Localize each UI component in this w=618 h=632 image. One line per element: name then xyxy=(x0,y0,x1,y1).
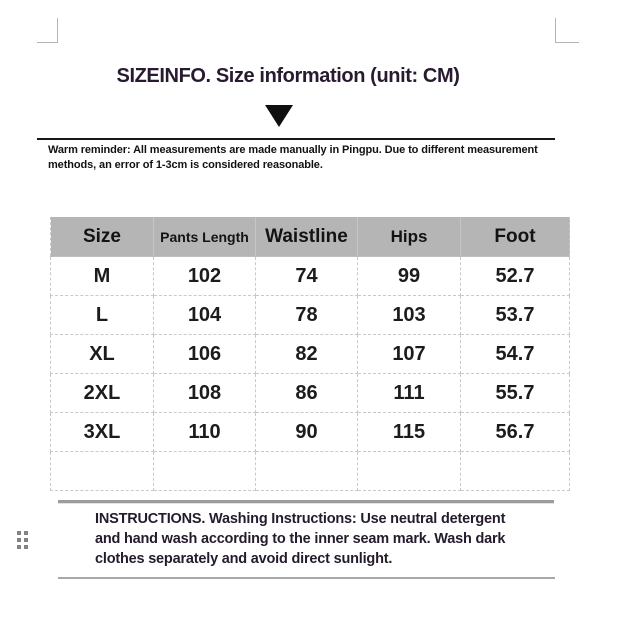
handle-dot xyxy=(17,531,21,535)
washing-instructions xyxy=(95,509,505,569)
column-header-waistline: Waistline xyxy=(256,217,358,257)
cell-hips: 103 xyxy=(358,296,461,335)
instructions-line-1: INSTRUCTIONS. Washing Instructions: Use neutral detergent xyxy=(95,511,506,527)
cell-foot: 52.7 xyxy=(461,257,570,296)
cell-pants-length: 110 xyxy=(154,413,256,452)
cell-pants-length: 104 xyxy=(154,296,256,335)
cell-waistline: 82 xyxy=(256,335,358,374)
cell-waistline: 86 xyxy=(256,374,358,413)
cell-pants-length: 106 xyxy=(154,335,256,374)
table-row-empty xyxy=(51,452,570,491)
cell-foot: 56.7 xyxy=(461,413,570,452)
cell-size xyxy=(51,452,154,491)
column-header-size: Size xyxy=(51,217,154,257)
table-row-m xyxy=(51,257,570,296)
cell-size: L xyxy=(51,296,154,335)
warm-reminder xyxy=(48,143,570,173)
cell-waistline xyxy=(256,452,358,491)
table-row-l xyxy=(51,296,570,335)
instructions-bottom-rule xyxy=(58,577,555,579)
cell-waistline: 74 xyxy=(256,257,358,296)
handle-dot xyxy=(24,545,28,549)
cell-pants-length: 102 xyxy=(154,257,256,296)
cell-foot: 55.7 xyxy=(461,374,570,413)
table-row-2xl xyxy=(51,374,570,413)
cell-pants-length: 108 xyxy=(154,374,256,413)
corner-mark-left-icon xyxy=(37,18,58,43)
cell-waistline: 78 xyxy=(256,296,358,335)
instructions-line-2: and hand wash according to the inner seam mark. Wash dark xyxy=(95,531,506,547)
column-header-hips: Hips xyxy=(358,217,461,257)
table-row-3xl xyxy=(51,413,570,452)
cell-foot: 54.7 xyxy=(461,335,570,374)
cell-hips: 111 xyxy=(358,374,461,413)
column-header-foot: Foot xyxy=(461,217,570,257)
cell-size: 2XL xyxy=(51,374,154,413)
instructions-line-3: clothes separately and avoid direct sunlight. xyxy=(95,551,393,567)
warm-reminder-line-1: Warm reminder: All measurements are made manually in Pingpu. Due to different measurement xyxy=(48,144,538,156)
drag-handle-icon xyxy=(17,531,28,549)
cell-size: M xyxy=(51,257,154,296)
warm-reminder-line-2: methods, an error of 1-3cm is considered reasonable. xyxy=(48,159,323,171)
cell-size: 3XL xyxy=(51,413,154,452)
page-title: SIZEINFO. Size information (unit: CM) xyxy=(116,65,460,87)
table-header-row xyxy=(51,217,570,257)
column-header-pants-length: Pants Length xyxy=(154,217,256,257)
down-triangle-icon xyxy=(265,105,293,127)
cell-hips xyxy=(358,452,461,491)
table-row-xl xyxy=(51,335,570,374)
cell-hips: 107 xyxy=(358,335,461,374)
cell-hips: 115 xyxy=(358,413,461,452)
divider-line xyxy=(37,138,555,140)
corner-mark-right-icon xyxy=(555,18,579,43)
handle-dot xyxy=(24,538,28,542)
handle-dot xyxy=(17,545,21,549)
size-table xyxy=(50,217,570,491)
cell-hips: 99 xyxy=(358,257,461,296)
cell-waistline: 90 xyxy=(256,413,358,452)
cell-pants-length xyxy=(154,452,256,491)
handle-dot xyxy=(17,538,21,542)
handle-dot xyxy=(24,531,28,535)
instructions-top-rule xyxy=(58,500,554,504)
cell-foot xyxy=(461,452,570,491)
cell-size: XL xyxy=(51,335,154,374)
cell-foot: 53.7 xyxy=(461,296,570,335)
